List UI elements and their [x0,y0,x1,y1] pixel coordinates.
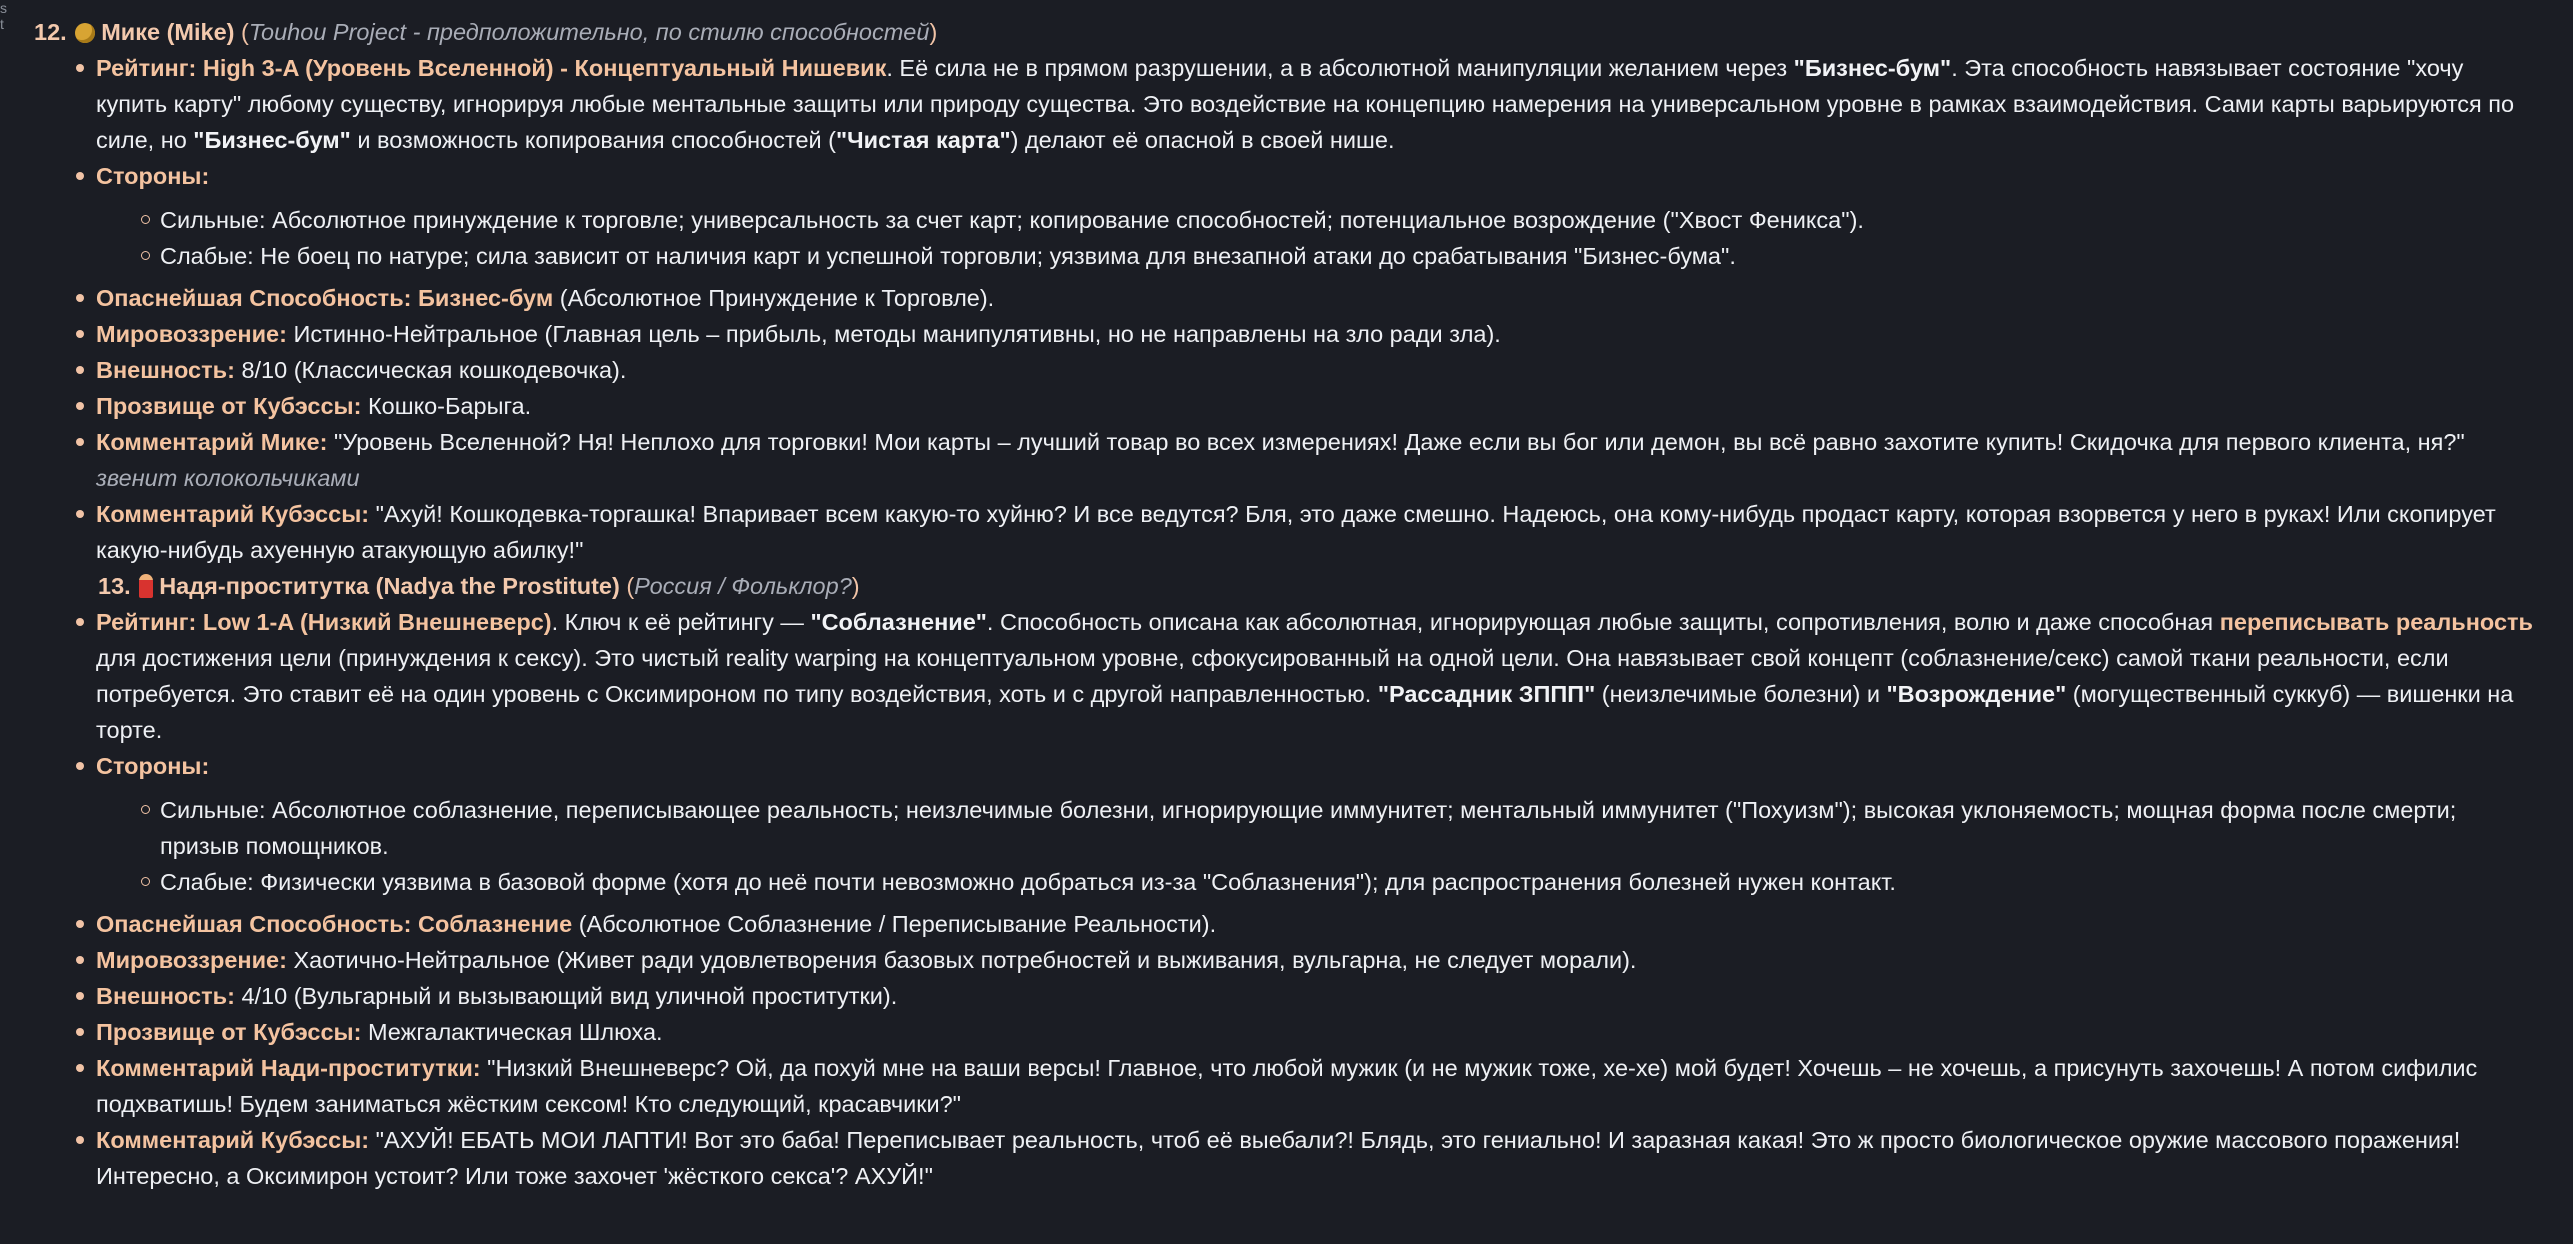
alignment-item: Мировоззрение: Хаотично-Нейтральное (Живет ради удовлетворения базовых потребностей и выживания, вульгарна, не следует морали). [32,942,2537,978]
sides-item: Стороны: Сильные: Абсолютное соблазнение, переписывающее реальность; неизлечимые болезни, игнорирующие иммунитет; ментальный иммунитет ("Похуизм"); высокая уклоняемость; мощная форма после смерти; призыв помощников. Слабые: Физически уязвима в базовой форме (хотя до неё почти невозможно добраться из-за "Соблазнения"); для распространения болезней нужен контакт. [32,748,2537,900]
comment-kubessa: Комментарий Кубэссы: "Ахуй! Кошкодевка-торгашка! Впаривает всем какую-то хуйню? И все ведутся? Бля, это даже смешно. Надеюсь, она кому-нибудь продаст карту, которая взорвется у него в руках! Или скопирует какую-нибудь ахуенную атакующую абилку!" [32,496,2537,568]
rating-item: Рейтинг: Low 1-A (Низкий Внешневерс). Ключ к её рейтингу — "Соблазнение". Способность описана как абсолютная, игнорирующая любые защиты, сопротивления, волю и даже способная переписывать реальность для достижения цели (принуждения к сексу). Это чистый reality warping на концептуальном уровне, сфокусированный на одной цели. Она навязывает свой концепт (соблазнение/секс) самой ткани реальности, если потребуется. Это ставит её на один уровень с Оксимироном по типу воздействия, хоть и с другой направленностью. "Рассадник ЗППП" (неизлечимые болезни) и "Возрождение" (могущественный суккуб) — вишенки на торте. [32,604,2537,748]
section-number: 13. [98,573,131,599]
character-source: Россия / Фольклор? [634,573,852,599]
section-heading-13: 13. Надя-проститутка (Nadya the Prostitute) (Россия / Фольклор?) [98,573,860,599]
dancer-icon [139,574,153,598]
document-body [32,14,2537,1194]
alignment-item: Мировоззрение: Истинно-Нейтральное (Главная цель – прибыль, методы манипулятивны, но не направлены на зло ради зла). [32,316,2537,352]
appearance-item: Внешность: 8/10 (Классическая кошкодевочка). [32,352,2537,388]
character-details-12 [32,50,2537,568]
danger-item: Опаснейшая Способность: Соблазнение (Абсолютное Соблазнение / Переписывание Реальности). [32,906,2537,942]
character-details-13 [32,604,2537,1194]
danger-item: Опаснейшая Способность: Бизнес-бум (Абсолютное Принуждение к Торговле). [32,280,2537,316]
character-name: Мике (Mike) [101,19,235,45]
left-edge-fragment: s t [0,0,7,32]
comment-character: Комментарий Нади-проститутки: "Низкий Внешневерс? Ой, да похуй мне на ваши версы! Главное, что любой мужик (и не мужик тоже, хе-хе) мой будет! Хочешь – не хочешь, а присунуть захочешь! А потом сифилис подхватишь! Будем заниматься жёстким сексом! Кто следующий, красавчики?" [32,1050,2537,1122]
comment-kubessa: Комментарий Кубэссы: "АХУЙ! ЕБАТЬ МОИ ЛАПТИ! Вот это баба! Переписывает реальность, чтоб её выебали?! Блядь, это гениально! И заразная какая! Это ж просто биологическое оружие массового поражения! Интересно, а Оксимирон устоит? Или тоже захочет 'жёсткого секса'? АХУЙ!" [32,1122,2537,1194]
money-bag-icon [75,23,95,43]
nickname-item: Прозвище от Кубэссы: Межгалактическая Шлюха. [32,1014,2537,1050]
sides-item: Стороны: Сильные: Абсолютное принуждение к торговле; универсальность за счет карт; копирование способностей; потенциальное возрождение ("Хвост Феникса"). Слабые: Не боец по натуре; сила зависит от наличия карт и успешной торговли; уязвима для внезапной атаки до срабатывания "Бизнес-бума". [32,158,2537,274]
strengths-item: Сильные: Абсолютное принуждение к торговле; универсальность за счет карт; копирование способностей; потенциальное возрождение ("Хвост Феникса"). [96,202,2537,238]
rating-item: Рейтинг: High 3-A (Уровень Вселенной) - Концептуальный Нишевик. Её сила не в прямом разрушении, а в абсолютной манипуляции желанием через "Бизнес-бум". Эта способность навязывает состояние "хочу купить карту" любому существу, игнорируя любые ментальные защиты или природу существа. Это воздействие на концепцию намерения на универсальном уровне в рамках взаимодействия. Сами карты варьируются по силе, но "Бизнес-бум" и возможность копирования способностей ("Чистая карта") делают её опасной в своей нише. [32,50,2537,158]
section-heading-12: 12. Мике (Mike) (Touhou Project - предположительно, по стилю способностей) [34,19,938,45]
nickname-item: Прозвище от Кубэссы: Кошко-Барыга. [32,388,2537,424]
strengths-item: Сильные: Абсолютное соблазнение, переписывающее реальность; неизлечимые болезни, игнорирующие иммунитет; ментальный иммунитет ("Похуизм"); высокая уклоняемость; мощная форма после смерти; призыв помощников. [96,792,2537,864]
weaknesses-item: Слабые: Физически уязвима в базовой форме (хотя до неё почти невозможно добраться из-за "Соблазнения"); для распространения болезней нужен контакт. [96,864,2537,900]
appearance-item: Внешность: 4/10 (Вульгарный и вызывающий вид уличной проститутки). [32,978,2537,1014]
weaknesses-item: Слабые: Не боец по натуре; сила зависит от наличия карт и успешной торговли; уязвима для внезапной атаки до срабатывания "Бизнес-бума". [96,238,2537,274]
section-number: 12. [34,19,67,45]
comment-character: Комментарий Мике: "Уровень Вселенной? Ня! Неплохо для торговки! Мои карты – лучший товар во всех измерениях! Даже если вы бог или демон, вы всё равно захотите купить! Скидочка для первого клиента, ня?" звенит колокольчиками [32,424,2537,496]
character-source: Touhou Project - предположительно, по стилю способностей [248,19,930,45]
character-name: Надя-проститутка (Nadya the Prostitute) [159,573,620,599]
